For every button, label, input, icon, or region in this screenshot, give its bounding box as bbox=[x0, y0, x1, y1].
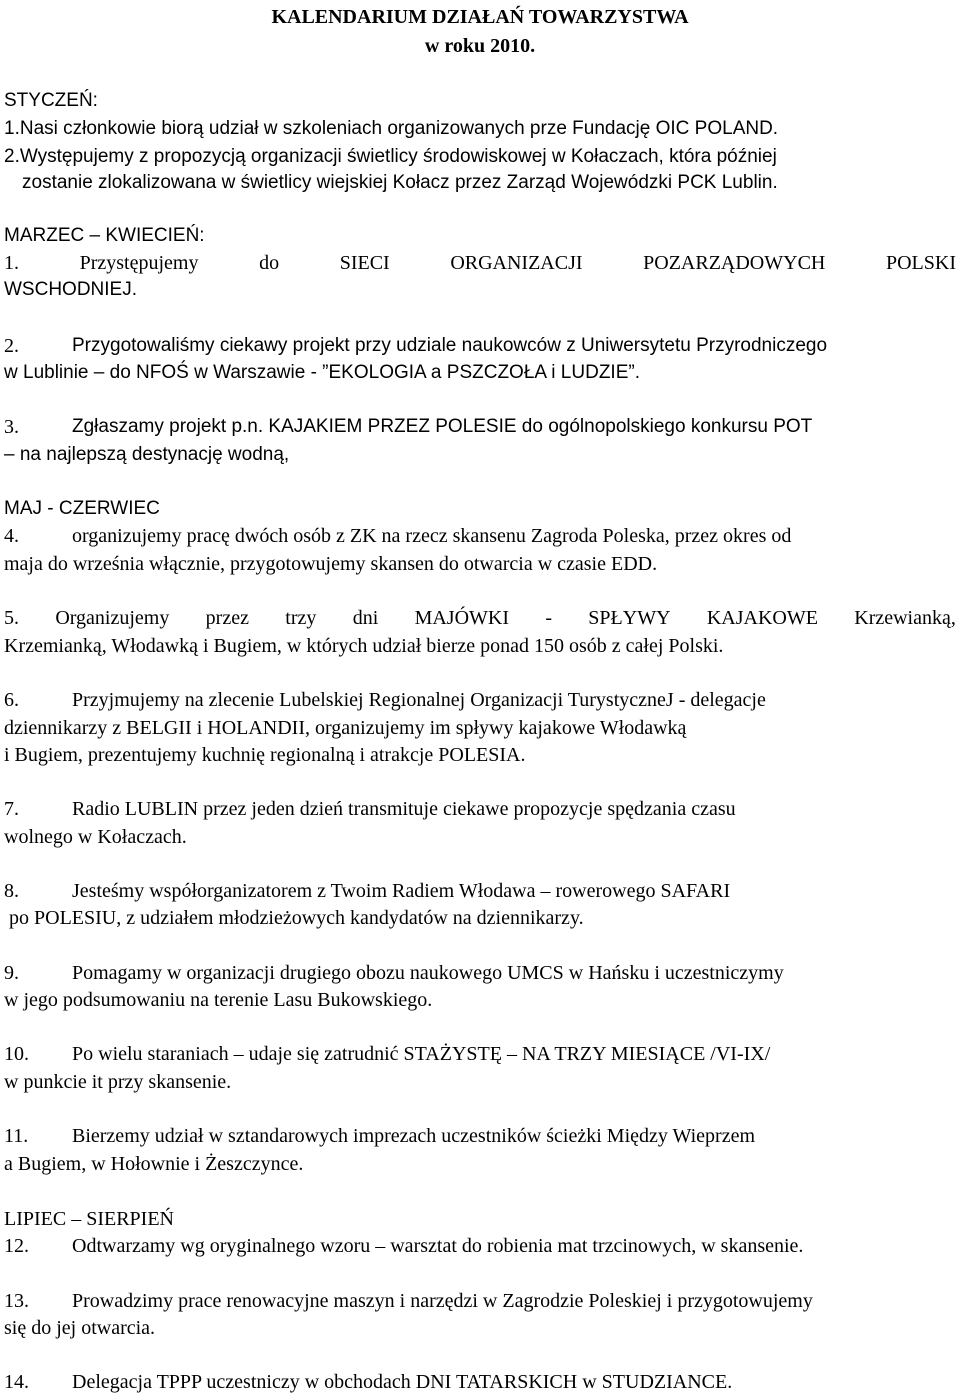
word: Krzewianką, bbox=[854, 607, 956, 629]
item-number: 7. bbox=[4, 798, 19, 820]
word: - bbox=[545, 607, 552, 629]
section-heading-lipiec: LIPIEC – SIERPIEŃ bbox=[4, 1208, 174, 1230]
item-number: 6. bbox=[4, 689, 19, 711]
item-number: 4. bbox=[4, 525, 19, 547]
marzec-item-2-line-2: w Lublinie – do NFOŚ w Warszawie - ”EKOLOGIA a PSZCZOŁA i LUDZIE”. bbox=[4, 362, 640, 383]
word: ORGANIZACJI bbox=[450, 252, 583, 274]
lipiec-item-13-line-1: Prowadzimy prace renowacyjne maszyn i narzędzi w Zagrodzie Poleskiej i przygotowujemy bbox=[72, 1290, 813, 1312]
word: 1. bbox=[4, 252, 19, 274]
marzec-item-3-line-1: Zgłaszamy projekt p.n. KAJAKIEM PRZEZ POLESIE do ogólnopolskiego konkursu POT bbox=[72, 416, 813, 437]
lipiec-item-14-line-1: Delegacja TPPP uczestniczy w obchodach DNI TATARSKICH w STUDZIANCE. bbox=[72, 1371, 733, 1393]
item-number: 14. bbox=[4, 1371, 29, 1393]
section-heading-marzec: MARZEC – KWIECIEŃ: bbox=[4, 225, 205, 246]
item-number: 2. bbox=[4, 335, 19, 357]
section-heading-styczen: STYCZEŃ: bbox=[4, 90, 98, 111]
word: trzy bbox=[285, 607, 317, 629]
document-title: KALENDARIUM DZIAŁAŃ TOWARZYSTWA bbox=[271, 6, 689, 28]
maj-item-4-line-2: maja do września włącznie, przygotowujemy skansen do otwarcia w czasie EDD. bbox=[4, 553, 658, 575]
marzec-item-1-line-2: WSCHODNIEJ. bbox=[4, 279, 137, 300]
word: SPŁYWY bbox=[588, 607, 671, 629]
word: POLSKI bbox=[885, 252, 956, 274]
marzec-item-1-line-1 bbox=[4, 251, 956, 275]
maj-item-9-line-2: w jego podsumowaniu na terenie Lasu Bukowskiego. bbox=[4, 989, 433, 1011]
maj-item-4-line-1: organizujemy pracę dwóch osób z ZK na rzecz skansenu Zagroda Poleska, przez okres od bbox=[72, 525, 792, 547]
maj-item-5-line-2: Krzemianką, Włodawką i Bugiem, w których udział bierze ponad 150 osób z całej Polski. bbox=[4, 635, 724, 657]
item-number: 8. bbox=[4, 880, 19, 902]
maj-item-6-line-2: dziennikarzy z BELGII i HOLANDII, organizujemy im spływy kajakowe Włodawką bbox=[4, 717, 687, 739]
marzec-item-3-line-2: – na najlepszą destynację wodną, bbox=[4, 444, 290, 465]
word: przez bbox=[205, 607, 249, 629]
item-number: 13. bbox=[4, 1290, 29, 1312]
maj-item-9-line-1: Pomagamy w organizacji drugiego obozu naukowego UMCS w Hańsku i uczestniczymy bbox=[72, 962, 784, 984]
maj-item-6-line-1: Przyjmujemy na zlecenie Lubelskiej Regionalnej Organizacji TurystyczneJ - delegacje bbox=[72, 689, 766, 711]
word: SIECI bbox=[339, 252, 390, 274]
section-heading-maj: MAJ - CZERWIEC bbox=[4, 498, 160, 519]
maj-item-5-line-1 bbox=[4, 606, 956, 630]
styczen-item-2-line-2: zostanie zlokalizowana w świetlicy wiejskiej Kołacz przez Zarząd Wojewódzki PCK Lublin. bbox=[22, 172, 778, 193]
maj-item-7-line-2: wolnego w Kołaczach. bbox=[4, 826, 187, 848]
item-number: 9. bbox=[4, 962, 19, 984]
maj-item-11-line-1: Bierzemy udział w sztandarowych imprezach uczestników ścieżki Między Wieprzem bbox=[72, 1125, 755, 1147]
word: do bbox=[259, 252, 280, 274]
document-subtitle: w roku 2010. bbox=[424, 35, 536, 57]
maj-item-6-line-3: i Bugiem, prezentujemy kuchnię regionalną i atrakcje POLESIA. bbox=[4, 744, 526, 766]
word: Przystępujemy bbox=[79, 252, 199, 274]
maj-item-11-line-2: a Bugiem, w Hołownie i Żeszczynce. bbox=[4, 1153, 304, 1175]
word: POZARZĄDOWYCH bbox=[643, 252, 826, 274]
item-number: 11. bbox=[4, 1125, 29, 1147]
word: KAJAKOWE bbox=[706, 607, 818, 629]
item-number: 3. bbox=[4, 416, 19, 438]
word: dni bbox=[352, 607, 379, 629]
maj-item-10-line-1: Po wielu staraniach – udaje się zatrudnić STAŻYSTĘ – NA TRZY MIESIĄCE /VI-IX/ bbox=[72, 1043, 771, 1065]
lipiec-item-12-line-1: Odtwarzamy wg oryginalnego wzoru – warsztat do robienia mat trzcinowych, w skansenie. bbox=[72, 1235, 804, 1257]
word: 5. bbox=[4, 607, 19, 629]
word: Organizujemy bbox=[55, 607, 170, 629]
maj-item-8-line-1: Jesteśmy współorganizatorem z Twoim Radiem Włodawa – rowerowego SAFARI bbox=[72, 880, 731, 902]
maj-item-10-line-2: w punkcie it przy skansenie. bbox=[4, 1071, 232, 1093]
styczen-item-1: 1.Nasi członkowie biorą udział w szkoleniach organizowanych prze Fundację OIC POLAND. bbox=[4, 118, 779, 139]
item-number: 10. bbox=[4, 1043, 29, 1065]
styczen-item-2-line-1: 2.Występujemy z propozycją organizacji świetlicy środowiskowej w Kołaczach, która później bbox=[4, 146, 777, 167]
word: MAJÓWKI bbox=[414, 607, 509, 629]
lipiec-item-13-line-2: się do jej otwarcia. bbox=[4, 1317, 156, 1339]
maj-item-8-line-2: po POLESIU, z udziałem młodzieżowych kandydatów na dziennikarzy. bbox=[4, 907, 584, 929]
marzec-item-2-line-1: Przygotowaliśmy ciekawy projekt przy udziale naukowców z Uniwersytetu Przyrodniczego bbox=[72, 335, 828, 356]
item-number: 12. bbox=[4, 1235, 29, 1257]
maj-item-7-line-1: Radio LUBLIN przez jeden dzień transmituje ciekawe propozycje spędzania czasu bbox=[72, 798, 736, 820]
